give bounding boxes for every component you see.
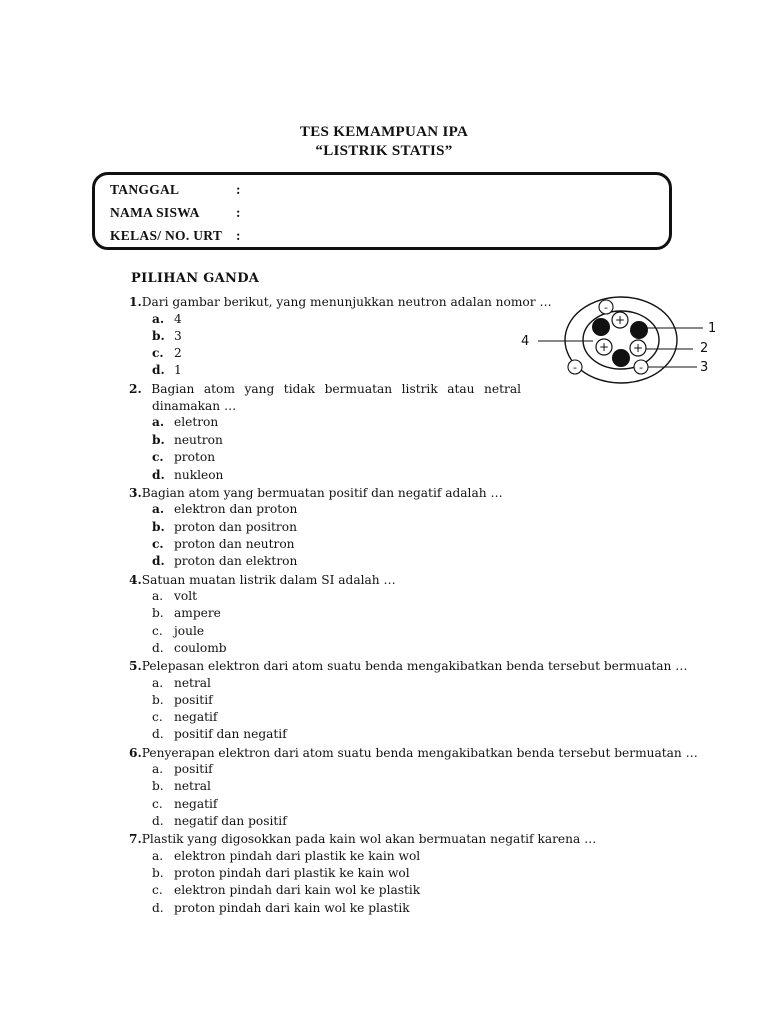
minus-sign: -	[573, 361, 577, 374]
question-text: Satuan muatan listrik dalam SI adalah …	[141, 573, 396, 587]
option-text: elektron dan proton	[174, 502, 298, 516]
question-4	[129, 572, 396, 589]
option-3c[interactable]	[152, 537, 295, 551]
option-letter: b.	[152, 433, 165, 447]
option-text: eletron	[174, 415, 219, 429]
option-1a[interactable]	[152, 312, 182, 326]
option-4a[interactable]	[152, 589, 197, 603]
option-1b[interactable]	[152, 329, 182, 343]
option-text: netral	[174, 676, 211, 690]
page-title: TES KEMAMPUAN IPA	[299, 124, 469, 140]
option-1c[interactable]	[152, 346, 182, 360]
option-7d[interactable]	[152, 901, 410, 915]
plus-sign: +	[614, 313, 626, 327]
option-text: neutron	[174, 433, 223, 447]
option-letter: a.	[152, 589, 164, 603]
option-text: nukleon	[174, 468, 224, 482]
info-colon: :	[236, 205, 241, 220]
option-4c[interactable]	[152, 624, 204, 638]
option-letter: d.	[152, 641, 164, 655]
option-text: elektron pindah dari kain wol ke plastik	[174, 883, 421, 897]
option-text: coulomb	[174, 641, 227, 655]
info-label-date: TANGGAL	[110, 182, 180, 197]
question-3	[129, 485, 503, 502]
option-letter: b.	[152, 606, 164, 620]
option-text: positif dan negatif	[174, 727, 287, 741]
neutron-particle	[630, 321, 648, 339]
question-number: 4.	[129, 573, 142, 587]
option-2d[interactable]	[152, 468, 223, 482]
option-text: proton pindah dari plastik ke kain wol	[174, 866, 410, 880]
option-text: proton	[174, 450, 216, 464]
diagram-label-4: 4	[521, 334, 530, 349]
neutron-particle	[592, 318, 610, 336]
minus-sign: -	[604, 301, 608, 314]
option-6c[interactable]	[152, 797, 217, 811]
question-7	[129, 831, 596, 848]
option-5a[interactable]	[152, 676, 211, 690]
option-text: positif	[174, 762, 213, 776]
question-text: Penyerapan elektron dari atom suatu benda mengakibatkan benda tersebut bermuatan …	[141, 746, 698, 760]
option-text: proton pindah dari kain wol ke plastik	[174, 901, 410, 915]
option-letter: c.	[152, 624, 163, 638]
option-text: 2	[174, 346, 182, 360]
option-text: proton dan elektron	[174, 554, 298, 568]
question-5	[129, 658, 687, 675]
option-3d[interactable]	[152, 554, 297, 568]
option-6d[interactable]	[152, 814, 287, 828]
option-text: negatif	[174, 710, 218, 724]
option-text: elektron pindah dari plastik ke kain wol	[174, 849, 421, 863]
option-4b[interactable]	[152, 606, 221, 620]
option-letter: d.	[152, 468, 165, 482]
question-number: 2.	[129, 382, 142, 396]
info-colon: :	[236, 182, 241, 197]
question-text: Bagian atom yang bermuatan positif dan negatif adalah …	[141, 486, 503, 500]
info-colon: :	[236, 228, 241, 243]
option-text: volt	[174, 589, 198, 603]
plus-sign: +	[632, 341, 644, 355]
question-text: Pelepasan elektron dari atom suatu benda mengakibatkan benda tersebut bermuatan …	[141, 659, 688, 673]
diagram-label-2: 2	[700, 341, 709, 356]
question-text: Dari gambar berikut, yang menunjukkan neutron adalan nomor …	[141, 295, 552, 309]
option-2c[interactable]	[152, 450, 215, 464]
option-letter: b.	[152, 693, 164, 707]
question-6	[129, 745, 698, 762]
student-info-box	[92, 172, 672, 250]
option-3a[interactable]	[152, 502, 297, 516]
option-7c[interactable]	[152, 883, 420, 897]
option-letter: a.	[152, 502, 165, 516]
section-title: PILIHAN GANDA	[131, 271, 260, 286]
option-letter: c.	[152, 710, 163, 724]
page-subtitle: “LISTRIK STATIS”	[315, 143, 453, 159]
option-4d[interactable]	[152, 641, 227, 655]
option-letter: a.	[152, 415, 165, 429]
neutron-particle	[612, 349, 630, 367]
option-letter: c.	[152, 450, 164, 464]
option-6a[interactable]	[152, 762, 213, 776]
option-5d[interactable]	[152, 727, 287, 741]
option-7a[interactable]	[152, 849, 420, 863]
info-row-class	[110, 228, 241, 244]
question-number: 1.	[129, 295, 142, 309]
option-letter: c.	[152, 537, 164, 551]
option-letter: b.	[152, 779, 164, 793]
option-letter: d.	[152, 901, 164, 915]
option-letter: c.	[152, 346, 164, 360]
option-letter: c.	[152, 883, 163, 897]
info-row-date	[110, 182, 241, 198]
option-letter: b.	[152, 866, 164, 880]
option-text: 1	[174, 363, 182, 377]
option-letter: a.	[152, 762, 164, 776]
option-letter: a.	[152, 312, 165, 326]
option-letter: a.	[152, 849, 164, 863]
question-number: 7.	[129, 832, 142, 846]
info-label-name: NAMA SISWA	[110, 205, 200, 220]
question-text-continued: dinamakan …	[152, 399, 237, 413]
option-text: proton dan neutron	[174, 537, 295, 551]
info-label-class: KELAS/ NO. URT	[110, 228, 223, 243]
option-text: 3	[174, 329, 182, 343]
diagram-label-1: 1	[708, 321, 717, 336]
option-letter: a.	[152, 676, 164, 690]
question-text: Bagian atom yang tidak bermuatan listrik atau netral	[151, 382, 522, 396]
option-text: 4	[174, 312, 182, 326]
option-text: proton dan positron	[174, 520, 297, 534]
option-letter: d.	[152, 554, 165, 568]
option-3b[interactable]	[152, 520, 297, 534]
minus-sign: -	[639, 361, 643, 374]
option-2a[interactable]	[152, 415, 218, 429]
question-1	[129, 294, 552, 311]
option-letter: c.	[152, 797, 163, 811]
question-number: 6.	[129, 746, 142, 760]
question-text: Plastik yang digosokkan pada kain wol akan bermuatan negatif karena …	[141, 832, 597, 846]
option-text: positif	[174, 693, 213, 707]
option-text: negatif	[174, 797, 218, 811]
option-7b[interactable]	[152, 866, 410, 880]
option-6b[interactable]	[152, 779, 211, 793]
option-5b[interactable]	[152, 693, 213, 707]
option-5c[interactable]	[152, 710, 217, 724]
question-2	[129, 381, 521, 398]
option-letter: b.	[152, 329, 165, 343]
option-1d[interactable]	[152, 363, 182, 377]
option-text: negatif dan positif	[174, 814, 287, 828]
option-letter: d.	[152, 363, 165, 377]
option-letter: b.	[152, 520, 165, 534]
option-letter: d.	[152, 727, 164, 741]
option-text: ampere	[174, 606, 221, 620]
option-2b[interactable]	[152, 433, 223, 447]
option-text: netral	[174, 779, 211, 793]
option-letter: d.	[152, 814, 164, 828]
option-text: joule	[174, 624, 205, 638]
info-row-name	[110, 205, 241, 221]
diagram-label-3: 3	[700, 360, 709, 375]
plus-sign: +	[598, 340, 610, 354]
question-number: 3.	[129, 486, 142, 500]
atom-diagram	[515, 293, 740, 388]
question-number: 5.	[129, 659, 142, 673]
